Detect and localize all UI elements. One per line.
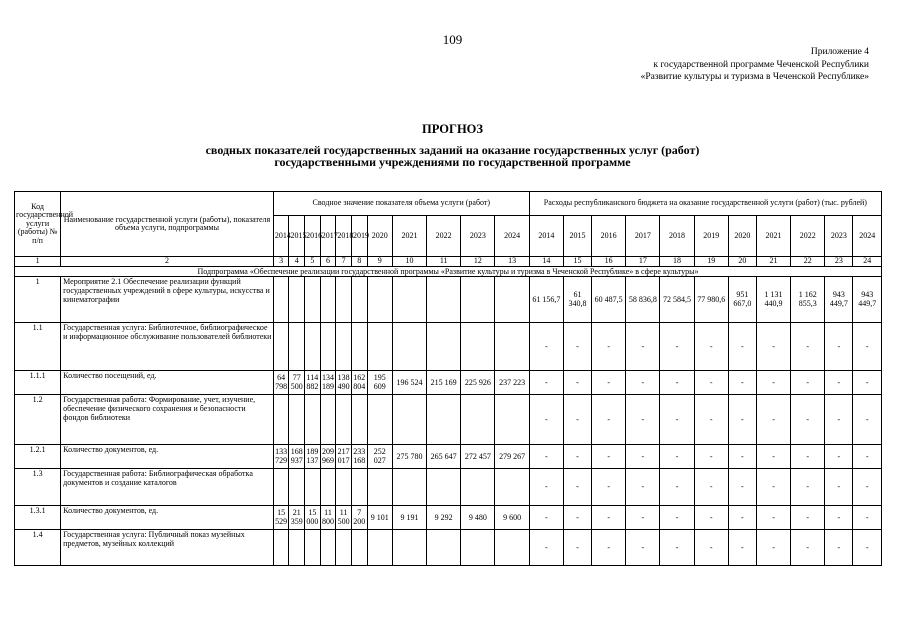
volume-cell [289,468,305,505]
expense-cell: - [592,505,626,529]
expense-cell: - [529,394,563,444]
volume-cell [336,468,352,505]
row-name: Количество документов, ед. [61,505,274,529]
volume-cell [427,529,461,565]
header-year-expense: 2023 [825,216,853,257]
table-row [15,529,882,565]
volume-cell [320,322,336,370]
expense-cell: - [791,505,825,529]
volume-cell [367,322,392,370]
volume-cell [351,276,367,322]
header-column-number: 24 [853,257,882,267]
expense-cell: - [728,505,756,529]
table-row [15,444,882,468]
expense-cell: - [853,529,882,565]
volume-cell [305,276,321,322]
volume-cell [289,276,305,322]
header-year-expense: 2021 [756,216,790,257]
expense-cell: - [694,394,728,444]
volume-cell [392,276,426,322]
volume-cell [495,322,529,370]
expense-cell: - [853,322,882,370]
row-code: 1.4 [15,529,61,565]
expense-cell: - [694,468,728,505]
subprogram-title: Подпрограмма «Обеспечение реализации государственной программы «Развитие культуры и туризма в Чеченской Республике» в сфере культуры» [15,266,882,276]
expense-cell: - [853,394,882,444]
expense-cell: - [756,529,790,565]
table-row [15,394,882,444]
volume-cell [336,394,352,444]
expense-cell: - [660,322,694,370]
header-name: Наименование государственной услуги (работы), показателя объема услуги, подпрограммы [61,192,274,257]
expense-cell: - [529,468,563,505]
subtitle-line-1: сводных показателей государственных заданий на оказание государственных услуг (работ) [205,143,700,157]
header-column-number: 3 [273,257,289,267]
header-column-number: 7 [336,257,352,267]
expense-cell: - [592,370,626,394]
header-year-expense: 2014 [529,216,563,257]
expense-cell: - [853,505,882,529]
volume-cell [305,394,321,444]
expense-cell: 61 156,7 [529,276,563,322]
header-year-volume: 2015 [289,216,305,257]
volume-cell: 9 101 [367,505,392,529]
volume-cell [289,394,305,444]
volume-cell: 134 189 [320,370,336,394]
header-column-number: 4 [289,257,305,267]
expense-cell: 72 584,5 [660,276,694,322]
volume-cell [273,529,289,565]
expense-cell: - [660,468,694,505]
expense-cell: - [825,468,853,505]
volume-cell: 9 600 [495,505,529,529]
volume-cell: 133 729 [273,444,289,468]
expense-cell: - [791,370,825,394]
row-name: Количество посещений, ед. [61,370,274,394]
expense-cell: 951 667,0 [728,276,756,322]
volume-cell [392,394,426,444]
row-name: Государственная работа: Библиографическая обработка документов и создание каталогов [61,468,274,505]
volume-cell [351,394,367,444]
expense-cell: - [660,370,694,394]
volume-cell [336,529,352,565]
row-name: Количество документов, ед. [61,444,274,468]
header-column-number: 11 [427,257,461,267]
appendix-line-2: к государственной программе Чеченской Республики [653,59,869,70]
volume-cell: 279 267 [495,444,529,468]
volume-cell [495,276,529,322]
page-number: 109 [442,32,463,47]
row-code: 1.1 [15,322,61,370]
expense-cell: - [529,505,563,529]
volume-cell: 9 292 [427,505,461,529]
expense-cell: - [825,444,853,468]
volume-cell [273,276,289,322]
expense-cell: - [728,322,756,370]
row-code: 1.2.1 [15,444,61,468]
expense-cell: - [756,468,790,505]
volume-cell: 168 937 [289,444,305,468]
header-year-expense: 2016 [592,216,626,257]
expense-cell: - [825,394,853,444]
header-row-group [15,192,882,216]
header-column-number-row [15,257,882,267]
volume-cell: 162 804 [351,370,367,394]
expense-cell: - [529,322,563,370]
forecast-table [14,191,882,566]
volume-cell [461,394,495,444]
expense-cell: - [563,370,591,394]
header-column-number: 6 [320,257,336,267]
expense-cell: - [791,468,825,505]
volume-cell: 195 609 [367,370,392,394]
expense-cell: - [626,529,660,565]
table-row [15,322,882,370]
expense-cell: 77 980,6 [694,276,728,322]
expense-cell: - [728,444,756,468]
volume-cell: 189 137 [305,444,321,468]
document-title: ПРОГНОЗ [421,122,483,136]
expense-cell: - [529,444,563,468]
volume-cell [367,394,392,444]
expense-cell: - [592,394,626,444]
subprogram-row [15,266,882,276]
expense-cell: - [853,444,882,468]
volume-cell [461,529,495,565]
expense-cell: 61 340,8 [563,276,591,322]
volume-cell [273,322,289,370]
expense-cell: - [825,322,853,370]
volume-cell [392,468,426,505]
expense-cell: - [563,322,591,370]
expense-cell: - [563,505,591,529]
expense-cell: - [728,394,756,444]
volume-cell: 9 480 [461,505,495,529]
volume-cell [461,322,495,370]
row-name: Мероприятие 2.1 Обеспечение реализации функций государственных учреждений в сфере культуры, искусства и кинематографии [61,276,274,322]
row-name: Государственная работа: Формирование, учет, изучение, обеспечение физического сохранения и безопасности фондов библиотеки [61,394,274,444]
header-column-number: 8 [351,257,367,267]
row-code: 1.1.1 [15,370,61,394]
table-row [15,276,882,322]
expense-cell: - [660,529,694,565]
header-column-number: 2 [61,257,274,267]
row-code: 1 [15,276,61,322]
header-year-expense: 2017 [626,216,660,257]
volume-cell [461,468,495,505]
volume-cell [273,394,289,444]
expense-cell: - [728,370,756,394]
expense-cell: - [529,529,563,565]
volume-cell [351,322,367,370]
expense-cell: - [626,468,660,505]
volume-cell [367,468,392,505]
expense-cell: 943 449,7 [825,276,853,322]
volume-cell [305,468,321,505]
volume-cell [427,468,461,505]
header-column-number: 20 [728,257,756,267]
volume-cell [320,468,336,505]
row-code: 1.2 [15,394,61,444]
expense-cell: - [728,529,756,565]
header-volume: Сводное значение показателя объема услуги (работ) [273,192,529,216]
row-code: 1.3.1 [15,505,61,529]
volume-cell: 11 800 [320,505,336,529]
header-year-volume: 2021 [392,216,426,257]
expense-cell: - [694,322,728,370]
header-year-expense: 2020 [728,216,756,257]
row-name: Государственная услуга: Библиотечное, библиографическое и информационное обслуживание пользователей библиотеки [61,322,274,370]
volume-cell [427,276,461,322]
volume-cell: 15 529 [273,505,289,529]
expense-cell: - [756,394,790,444]
volume-cell: 252 027 [367,444,392,468]
expense-cell: - [592,322,626,370]
table-row [15,468,882,505]
expense-cell: - [756,505,790,529]
header-year-volume: 2017 [320,216,336,257]
volume-cell: 64 798 [273,370,289,394]
header-column-number: 18 [660,257,694,267]
volume-cell [427,394,461,444]
expense-cell: - [756,370,790,394]
volume-cell [392,529,426,565]
expense-cell: - [592,529,626,565]
volume-cell: 196 524 [392,370,426,394]
header-year-volume: 2014 [273,216,289,257]
expense-cell: - [791,322,825,370]
subtitle-line-2: государственными учреждениями по государственной программе [274,154,631,169]
volume-cell [495,529,529,565]
expense-cell: - [626,322,660,370]
volume-cell [273,468,289,505]
volume-cell [336,322,352,370]
expense-cell: - [626,370,660,394]
header-year-volume: 2016 [305,216,321,257]
header-column-number: 14 [529,257,563,267]
header-year-volume: 2023 [461,216,495,257]
volume-cell: 114 882 [305,370,321,394]
expense-cell: 1 162 855,3 [791,276,825,322]
expense-cell: 943 449,7 [853,276,882,322]
row-name: Государственная услуга: Публичный показ музейных предметов, музейных коллекций [61,529,274,565]
expense-cell: - [791,394,825,444]
expense-cell: - [626,505,660,529]
volume-cell: 138 490 [336,370,352,394]
expense-cell: - [592,444,626,468]
volume-cell: 237 223 [495,370,529,394]
expense-cell: - [563,394,591,444]
volume-cell [351,529,367,565]
header-year-expense: 2015 [563,216,591,257]
expense-cell: - [756,444,790,468]
volume-cell: 272 457 [461,444,495,468]
header-column-number: 13 [495,257,529,267]
volume-cell [461,276,495,322]
volume-cell: 11 500 [336,505,352,529]
header-column-number: 10 [392,257,426,267]
volume-cell: 233 168 [351,444,367,468]
expense-cell: - [660,444,694,468]
expense-cell: - [825,505,853,529]
expense-cell: - [592,468,626,505]
expense-cell: - [694,505,728,529]
volume-cell [392,322,426,370]
volume-cell [427,322,461,370]
appendix-line-1: Приложение 4 [810,47,869,57]
volume-cell: 77 500 [289,370,305,394]
header-code: Код государственной услуги (работы) № п/п [15,192,61,257]
volume-cell: 7 200 [351,505,367,529]
volume-cell [320,276,336,322]
expense-cell: - [853,370,882,394]
expense-cell: - [694,370,728,394]
expense-cell: - [694,529,728,565]
expense-cell: - [756,322,790,370]
expense-cell: - [626,394,660,444]
volume-cell: 215 169 [427,370,461,394]
appendix-line-3: «Развитие культуры и туризма в Чеченской Республике» [640,72,869,82]
header-column-number: 21 [756,257,790,267]
header-year-expense: 2022 [791,216,825,257]
appendix-caption [641,46,869,84]
volume-cell: 15 000 [305,505,321,529]
header-year-expense: 2018 [660,216,694,257]
expense-cell: - [563,529,591,565]
expense-cell: - [853,468,882,505]
volume-cell [305,529,321,565]
volume-cell: 275 780 [392,444,426,468]
volume-cell: 265 647 [427,444,461,468]
header-year-volume: 2020 [367,216,392,257]
volume-cell: 21 359 [289,505,305,529]
header-column-number: 17 [626,257,660,267]
document-subtitle [0,145,905,168]
header-year-volume: 2018 [336,216,352,257]
expense-cell: - [791,444,825,468]
expense-cell: - [660,394,694,444]
volume-cell [367,276,392,322]
expense-cell: - [626,444,660,468]
expense-cell: - [728,468,756,505]
expense-cell: 60 487,5 [592,276,626,322]
table-row [15,505,882,529]
volume-cell: 209 969 [320,444,336,468]
volume-cell [305,322,321,370]
header-column-number: 12 [461,257,495,267]
volume-cell: 225 926 [461,370,495,394]
expense-cell: - [529,370,563,394]
header-year-expense: 2019 [694,216,728,257]
volume-cell: 217 017 [336,444,352,468]
header-year-volume: 2022 [427,216,461,257]
expense-cell: - [825,370,853,394]
row-code: 1.3 [15,468,61,505]
header-column-number: 23 [825,257,853,267]
table-row [15,370,882,394]
volume-cell [320,529,336,565]
expense-cell: - [825,529,853,565]
header-year-expense: 2024 [853,216,882,257]
header-column-number: 22 [791,257,825,267]
volume-cell [367,529,392,565]
header-column-number: 15 [563,257,591,267]
expense-cell: - [791,529,825,565]
header-column-number: 19 [694,257,728,267]
volume-cell [495,394,529,444]
volume-cell [336,276,352,322]
expense-cell: 58 836,8 [626,276,660,322]
header-year-volume: 2024 [495,216,529,257]
header-column-number: 5 [305,257,321,267]
expense-cell: - [563,468,591,505]
volume-cell [495,468,529,505]
volume-cell [289,529,305,565]
volume-cell: 9 191 [392,505,426,529]
expense-cell: - [563,444,591,468]
expense-cell: - [694,444,728,468]
header-column-number: 9 [367,257,392,267]
expense-cell: - [660,505,694,529]
expense-cell: 1 131 440,9 [756,276,790,322]
volume-cell [351,468,367,505]
header-year-volume: 2019 [351,216,367,257]
volume-cell [289,322,305,370]
volume-cell [320,394,336,444]
header-column-number: 1 [15,257,61,267]
header-column-number: 16 [592,257,626,267]
header-expense: Расходы республиканского бюджета на оказание государственной услуги (работ) (тыс. рублей) [529,192,881,216]
